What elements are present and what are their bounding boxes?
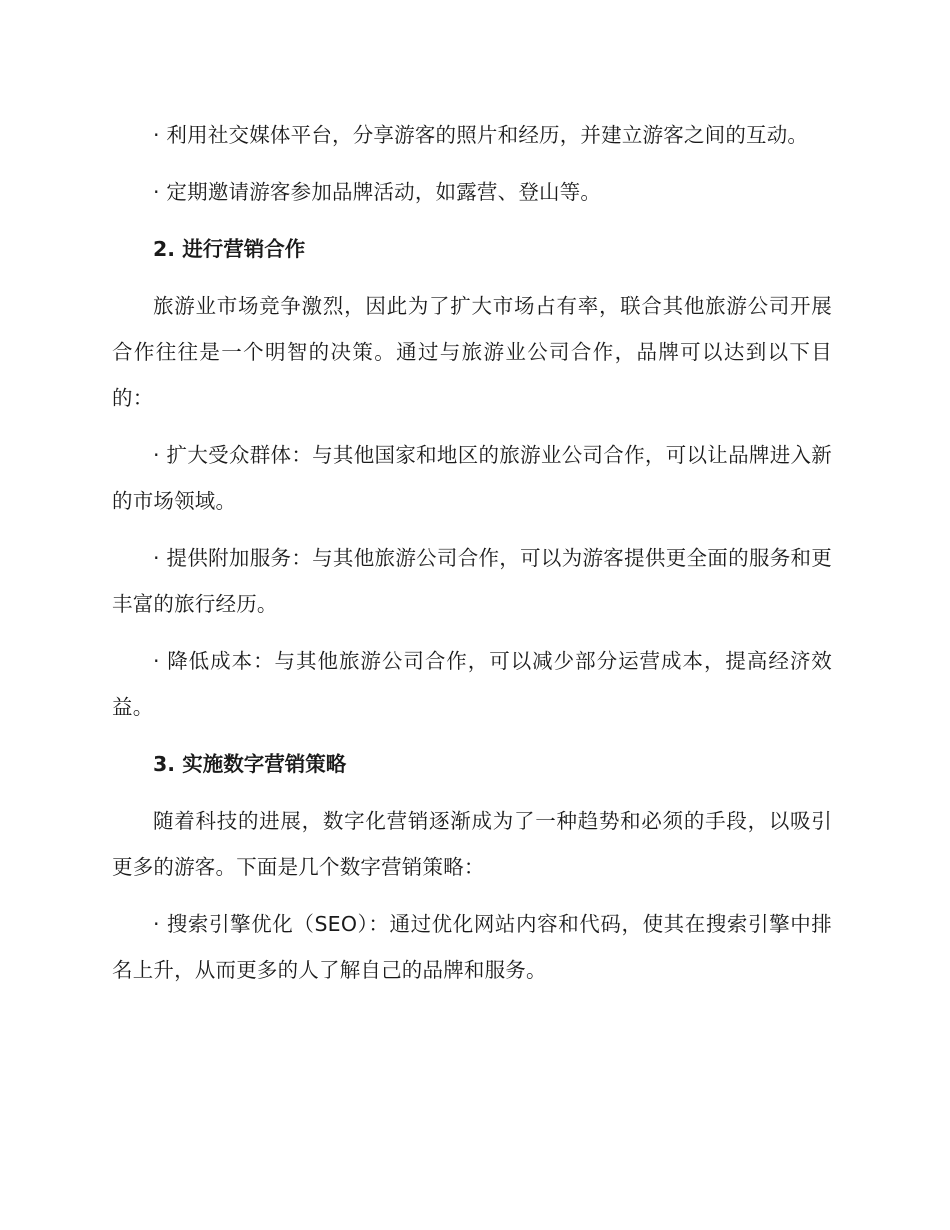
section-heading-marketing-cooperation: 2. 进行营销合作 xyxy=(153,237,306,261)
bullet-social-media-interaction: · 利用社交媒体平台，分享游客的照片和经历，并建立游客之间的互动。 xyxy=(153,123,809,147)
bullet-expand-audience: · 扩大受众群体：与其他国家和地区的旅游业公司合作，可以让品牌进入新的市场领域。 xyxy=(112,443,832,513)
bullet-seo: · 搜索引擎优化（SEO）：通过优化网站内容和代码，使其在搜索引擎中排名上升，从而更多的人了解自己的品牌和服务。 xyxy=(112,912,832,982)
bullet-reduce-costs: · 降低成本：与其他旅游公司合作，可以减少部分运营成本，提高经济效益。 xyxy=(112,649,832,719)
bullet-additional-services: · 提供附加服务：与其他旅游公司合作，可以为游客提供更全面的服务和更丰富的旅行经历。 xyxy=(112,546,832,616)
paragraph-digital-marketing-intro: 随着科技的进展，数字化营销逐渐成为了一种趋势和必须的手段，以吸引更多的游客。下面是几个数字营销策略： xyxy=(112,809,832,879)
bullet-brand-activities: · 定期邀请游客参加品牌活动，如露营、登山等。 xyxy=(153,180,602,204)
section-heading-digital-marketing: 3. 实施数字营销策略 xyxy=(153,752,347,776)
paragraph-cooperation-intro: 旅游业市场竞争激烈，因此为了扩大市场占有率，联合其他旅游公司开展合作往往是一个明智的决策。通过与旅游业公司合作，品牌可以达到以下目的： xyxy=(112,294,832,410)
